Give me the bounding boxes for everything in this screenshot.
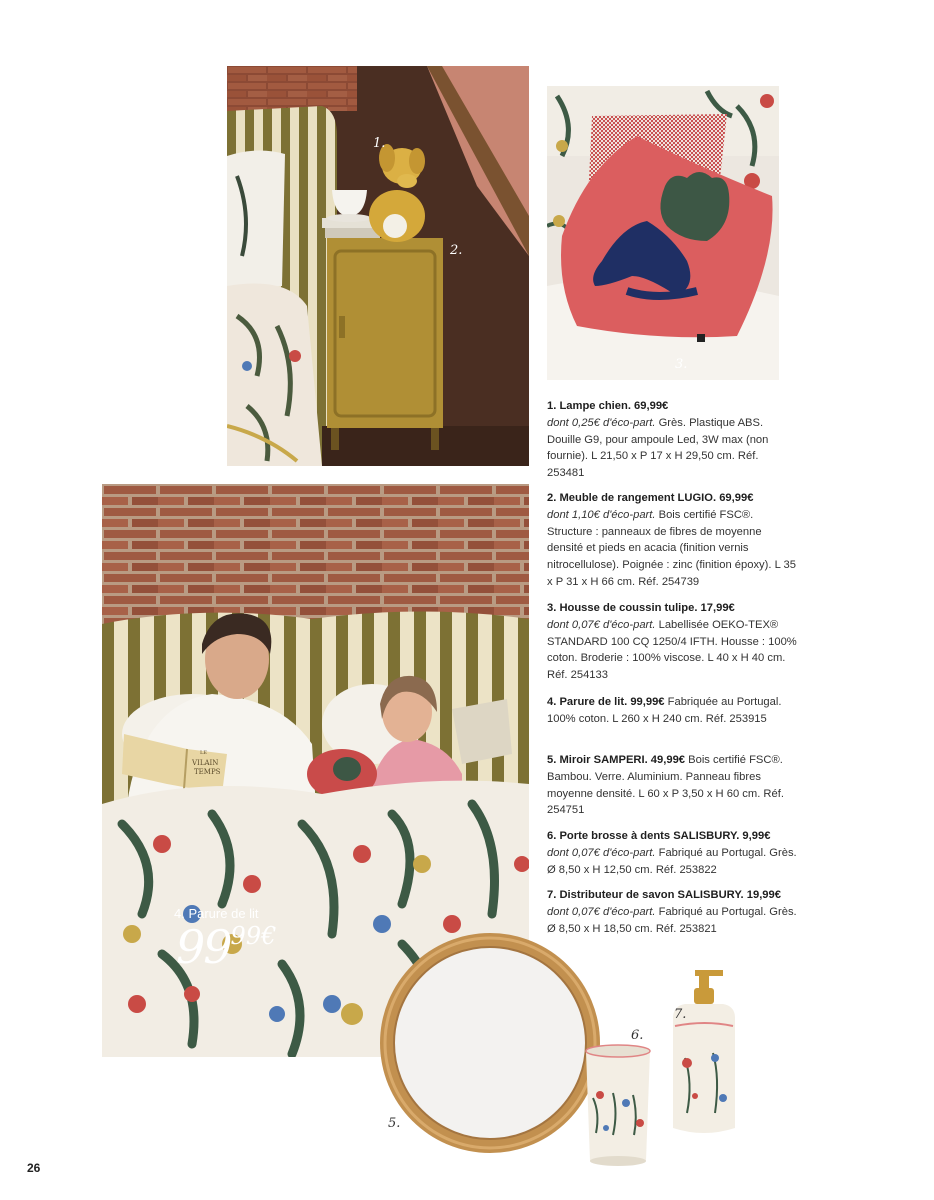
price-callout-value <box>176 920 276 974</box>
product-7-eco: dont 0,07€ d'éco-part. <box>547 905 656 918</box>
photo-tulip-cushion <box>547 86 779 380</box>
product-5 <box>547 752 797 819</box>
product-2 <box>547 490 797 591</box>
product-6-title: 6. Porte brosse à dents SALISBURY. 9,99€ <box>547 830 771 842</box>
photo-label-5: 5. <box>388 1116 401 1131</box>
product-3-eco: dont 0,07€ d'éco-part. <box>547 618 656 631</box>
product-4-desc: Fabriquée au Portugal. 100% coton. L 260 x H 240 cm. Réf. 253915 <box>547 696 782 725</box>
page-number: 26 <box>27 1161 41 1175</box>
book-cover-line3: TEMPS <box>194 768 221 776</box>
photo-soap-dispenser <box>665 968 745 1138</box>
product-4 <box>547 694 797 728</box>
product-7 <box>547 887 797 937</box>
product-3-title: 3. Housse de coussin tulipe. 17,99€ <box>547 602 735 614</box>
product-1-desc: Grès. Plastique ABS. Douille G9, pour ampoule Led, 3W max (non fournie). L 21,50 x P 17 x H 29,50 cm. Réf. 253481 <box>547 416 769 480</box>
price-callout-main: 99 <box>176 920 231 974</box>
product-6-eco: dont 0,07€ d'éco-part. <box>547 846 656 859</box>
photo-label-6: 6. <box>631 1028 644 1043</box>
product-6 <box>547 828 797 878</box>
photo-label-2: 2. <box>450 243 463 258</box>
photo-toothbrush-holder <box>578 1043 658 1168</box>
product-2-desc: Bois certifié FSC®. Structure : panneaux de fibres de moyenne densité et pieds en acacia (finition vernis nitrocellulose). Poignée : zinc (finition époxy). L 35 x P 31 x H 66 cm. Réf. 254739 <box>547 508 796 588</box>
product-2-eco: dont 1,10€ d'éco-part. <box>547 508 656 521</box>
photo-label-7: 7. <box>674 1007 687 1022</box>
product-5-desc: Bois certifié FSC®. Bambou. Verre. Aluminium. Panneau fibres moyenne densité. L 60 x P 3,50 x H 60 cm. Réf. 254751 <box>547 754 784 817</box>
product-3-desc: Labellisée OEKO-TEX® STANDARD 100 CQ 1250/4 IFTH. Housse : 100% coton. Broderie : 100% viscose. L 40 x H 40 cm. Réf. 254133 <box>547 618 797 682</box>
photo-round-mirror <box>377 930 603 1156</box>
photo-label-1: 1. <box>373 136 386 151</box>
product-4-title: 4. Parure de lit. 99,99€ <box>547 696 665 708</box>
product-6-desc: Fabriqué au Portugal. Grès. Ø 8,50 x H 12,50 cm. Réf. 253822 <box>547 846 797 876</box>
product-1-title: 1. Lampe chien. 69,99€ <box>547 400 669 412</box>
price-callout-cents: 99€ <box>230 922 277 950</box>
product-1 <box>547 398 797 482</box>
product-2-title: 2. Meuble de rangement LUGIO. 69,99€ <box>547 492 754 504</box>
product-7-title: 7. Distributeur de savon SALISBURY. 19,99€ <box>547 889 781 901</box>
photo-bedside-cabinet <box>227 66 529 466</box>
photo-label-3: 3. <box>675 357 688 372</box>
product-1-eco: dont 0,25€ d'éco-part. <box>547 416 656 429</box>
product-5-title: 5. Miroir SAMPERI. 49,99€ <box>547 754 686 766</box>
book-cover-line1: LE <box>200 750 207 756</box>
product-3 <box>547 600 797 684</box>
product-7-desc: Fabriqué au Portugal. Grès. Ø 8,50 x H 18,50 cm. Réf. 253821 <box>547 905 797 935</box>
price-callout-label: 4. Parure de lit <box>174 906 259 921</box>
book-cover-line2: VILAIN <box>192 759 219 767</box>
